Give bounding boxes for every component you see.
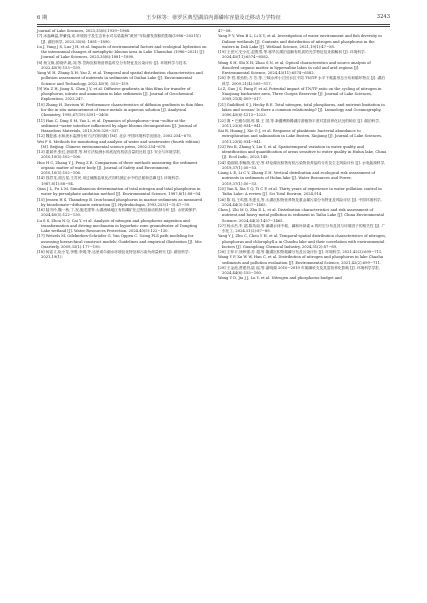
reference-entry: [15] Jensen H S, Thamdrup B. Iron-bound phosphorus in marine sediments as measured by bicarbonate−dithionite extraction [J]. Hydrobiologia, 1993,253(1−3):47−59. xyxy=(37,197,203,207)
reference-entry: Sai B, Huang J, Xie G J, et al. Response of planktonic bacterial abundance to eutrophication and salinization in Lake Bosten, Xinjiang [J]. Journal of Lake Sciences, 2011,23(6):934−941. xyxy=(218,129,383,144)
reference-entry: Li Z, Guo J S, Fang F, et al. Potential impact of TN/TP ratio on the cycling of nitrogen in Xiaojiang backwater area, Three Gorges Reservoir [J]. Journal of Lake Sciences, 2009,21(4):509−517. xyxy=(218,86,382,102)
reference-entry: [20] 李 哲,郭劲松,方 芳,等.三峡水库小江回水区不同 TN/TP 水平下氮素形态分布和循环特点 [J]. 湖泊科学, 2009,21(4):509−517. xyxy=(218,76,385,86)
reference-entry: [11] Han C, Ding S M, Yao L, et al. Dynamics of phosphorus−iron−sulfur at the sediment−water interface influenced by algae blooms decomposition [J]. Journal of Hazardous Materials, 2015,300:329−337. xyxy=(37,118,197,134)
reference-entry: [13] 霍斌华,张红,彭丽君,等.种方法检测水体底泥有机质含量的比较 [J]. 安全与环境学报, 2010,10(5):102−106. xyxy=(37,150,182,160)
reference-entry: [24] 梁丽娟,李畅游,张,史,等.呼伦湖沉积物有机污染物营养盐的分布及生态风险评价 [J]. 水电能源科学, 2019,37(1):50−53. xyxy=(218,160,386,170)
reference-entry: Huo H C, Zhang Y J, Peng Z R. Comparison of three methods measuring the sediment organic matter of water body [J]. Journal of Safety and Environment, 2010,10(5):102−106. xyxy=(37,160,198,176)
reference-entry: [10] Zhang H, Davison W. Performance characteristics of diffusion gradients in thin films for the in situ measurement of trace metals in aqueous solution [J]. Analytical Chemistry, 1995,67(19):3391−3400. xyxy=(37,102,204,118)
reference-entry: Journal of Lake Sciences, 2023,35(6):1939−1968. xyxy=(37,29,131,33)
reference-entry: [8] 杨文焕,侯晓华,姚,刘,等.岱海沉积物营养盐时空分布特征及污染评价 [J]. 环境科学与技术, 2022,45(9):153−159. xyxy=(37,60,188,70)
reference-entry: Wang Y P, Xu W W, Han C, et al. Distribution of nitrogen and phosphorus in lake Chaohu sediments and pollution evaluation [J]. Environmental Science, 2021,42(2):699−711. xyxy=(218,255,384,265)
reference-entry: [14] 钱君龙,胡五星,王苏民.用过硫酸盐氧化法同时测定水中的总氮和总磷 [J]. 环境科学, 1987,8(1):88−94. xyxy=(37,176,180,186)
reference-entry: [25] Yan X, Xia Y Q, Ti C P, et al. Thirty years of experience in water pollution control in Taihu Lake: A review [J]. Sci Total Environ, 2024,914. xyxy=(218,186,382,197)
reference-entry: 47−58. xyxy=(218,29,232,33)
reference-entry: [17] Wetzels M, Odekerken-Schröder G, Van Oppen C. Using PLS path modeling for assessing hierarchical construct models: Guidelines and empirical illustration [J]. Mis Quarterly, 2009,33(1):177−195. xyxy=(37,234,202,249)
references-left-column xyxy=(37,29,207,261)
reference-entry: Chen J, Zhi M Q, Zhu D L, et al. Distribution characteristics and risk assessment of nutrient and heavy metal pollution in sediment in Taihu Lake [J]. China Environmental Science, 2024,44(3):1457−1465. xyxy=(218,208,384,223)
reference-entry: Wang Y D, Jia J J, Lu Y, et al. Nitrogen and phosphorus budget and xyxy=(218,276,342,281)
reference-entry: Wei F S. Methods for monitoring and analysis of water and wastewater (fourth edition) [M]. Beijing: Chinese environmental science press, 2002:254−670. xyxy=(37,139,200,149)
reference-entry: Lu J, Yang J S, Luo J H, et al. Impacts of environmental factors and ecological hydration on the interannual changes of metaphytic blooms area in Lake Ulansuhai (1986−2021) [J]. Journal of Lake Sciences, 2023,35(6):1881−1890. xyxy=(37,44,207,60)
reference-entry: [18] 杨富义,阮小龙,李骏,李炳,等.达里诺尔湖水环境及化特征和污染负荷量研究 [J]. 湖泊科学, 2021,19(1): xyxy=(37,250,190,260)
reference-entry: [28] 王梓平,徐炜强,苏 超,等.徽湖沉积物氮磷分布及污染评价 [J]. 环境科学, 2021,42(2):699−711. xyxy=(218,250,383,255)
references-right-column xyxy=(218,29,388,282)
reference-entry: [22] 赛 • 巴雅尔图,郭 倩,王 国,等.新疆博斯腾湖浮游植物丰度对富营养化状况的响应 [J]. 湖泊科学, 2011,23(6):934−941. xyxy=(218,118,381,128)
reference-entry: Lu S S, Zhou N Q, Cai Y, et al. Analysis of nitrogen and phosphorus migration and transformation and driving mechanism in hyporheic zone groundwater of Dongting Lake wetland [J]. Water Resources Protection, 2024,40(5):122−130. xyxy=(37,218,198,234)
running-title: 王少林等：蒂罗区典型湖泊内源磷库容量及迁移动力学特征 xyxy=(146,15,281,21)
reference-entry: [26] 陈 珏,王鸣强,朱建戈,等.太湖沉积物营养物及重金属污染分布特征及风险评估 [J]. 中国环境科学, 2024,44(3):1457−1465. xyxy=(218,197,382,207)
reference-entry: [9] Wu Z H, Jiang X, Chen J Y, et al. Diffusive gradients in thin films for transfer of phosphorus, nitrate and ammonium in lake sediments [J]. Journal of Geochemical Exploration, 2023,247. xyxy=(37,86,194,102)
reference-entry: Yang F Y, Wen B L, Li X Y, et al. Investigation of water environment and fish diversity in Dalinor wetlands [J]. Contents and distribution of nitrogen and phosphorus in the waters in Dali Lake [J]. Wetland Science, 2021,19(1):47−58. xyxy=(218,34,382,49)
reference-entry: [27] 杨水杰,朱 超,陈英南,等.潮湖水体中氮、磷和叶绿素 a 的时空分布及其与环境因子的相关性 [J]. 广东化工, 2024,51(2):87−89. xyxy=(218,223,386,234)
reference-entry: [29] 王金池,贾建昌,陆 瑶,等.嘉明湖 2010−2019 年氮磷收支及其富营养化影响 [J]. 环境科学学报, 2024,44(6):155−160. xyxy=(218,265,381,276)
reference-entry: Yang W H, Zhang X H, Yao Z, et al. Temporal and spatial distribution characteristics and pollution assessment of nutrients in sediments of Daihai Lake [J]. Environmental Science and Technology, 2022,45(9) :153−159. xyxy=(37,71,203,86)
reference-entry: [16] 陆书玲,魏一秋,丁,祝,施龙建等.太湖流域地区有机磷矿化过程及驱动机制分析 [J]. 水资源保护, 2024,40(5):122−130. xyxy=(37,208,198,218)
reference-entry: [21] Guildford S J, Hecky R E. Total nitrogen, total phosphorus, and nutrient limitation in lakes and oceans: Is there a common relationship? [J]. Limnology and Oceanography, 2000,45(6):1213−1223. xyxy=(218,102,385,118)
reference-entry: [23] Wu R, Zhang Y, Liu Y, et al. Spatiotemporal variation in water quality and identification and quantification of areas sensitive to water quality in Hulun lake, China [J]. Ecol Indic, 2023,149. xyxy=(218,144,387,160)
reference-entry: [12] 魏复盛.水和废水监测分析方法(第四版) [M]. 北京:中国环境科学出版社, 2002:254−670. xyxy=(37,134,193,139)
header-rule-thin xyxy=(37,26,390,27)
running-header xyxy=(37,12,390,24)
reference-entry: [19] 王世兴,史小红,赵胜男,等.寒旱区湖泊溶解有机质的光学特征及来源解析 [J]. 环境科学, 2024,45(11):6574−6582. xyxy=(218,50,366,60)
reference-entry: Wang S H, Shi X H, Zhao S N, et al. Optical characteristics and source analysis of dissolved organic matter in hypersaline lakes in cold and arid regions [J]. Environmental Science, 2024,45(11):6574−6582. xyxy=(218,60,371,76)
reference-entry: Liang L E, Li C Y, Zhang Z H. Vertical distribution and ecological risk assessment of nutrients in sediments of Hulun lake [J]. Water Resources and Power, 2019,37(1):50−53. xyxy=(218,171,376,186)
reference-entry: [7] 冰盎峰温,罗紫莼,邓,环境因子及生态补水对乌梁素海“黄苔”年际暴发面积的影响(1986−2021年) [J]. 湖泊科学, 2023,35(6): 1881−1890. xyxy=(37,34,201,44)
issue-label: 6 期 xyxy=(37,15,48,21)
reference-entry: Yang Y J, Zhu C, Chen Y H, et al. Temporal-spatial distribution characteristics of nitrogen, phosphorus and chlorophyll a in Chaohu lake and their correlation with environmental factors [J]. Guangdong Chemical Industry, 2024,51(2):87−89. xyxy=(218,234,386,249)
reference-entry: Qian J L, Fu L M, Simultaneous determination of total nitrogen and total phosphorus in water by persulphate oxidation method [J]. Environmental Science, 1987,8(1):88−94. xyxy=(37,186,202,197)
page-number: 3243 xyxy=(376,14,390,20)
